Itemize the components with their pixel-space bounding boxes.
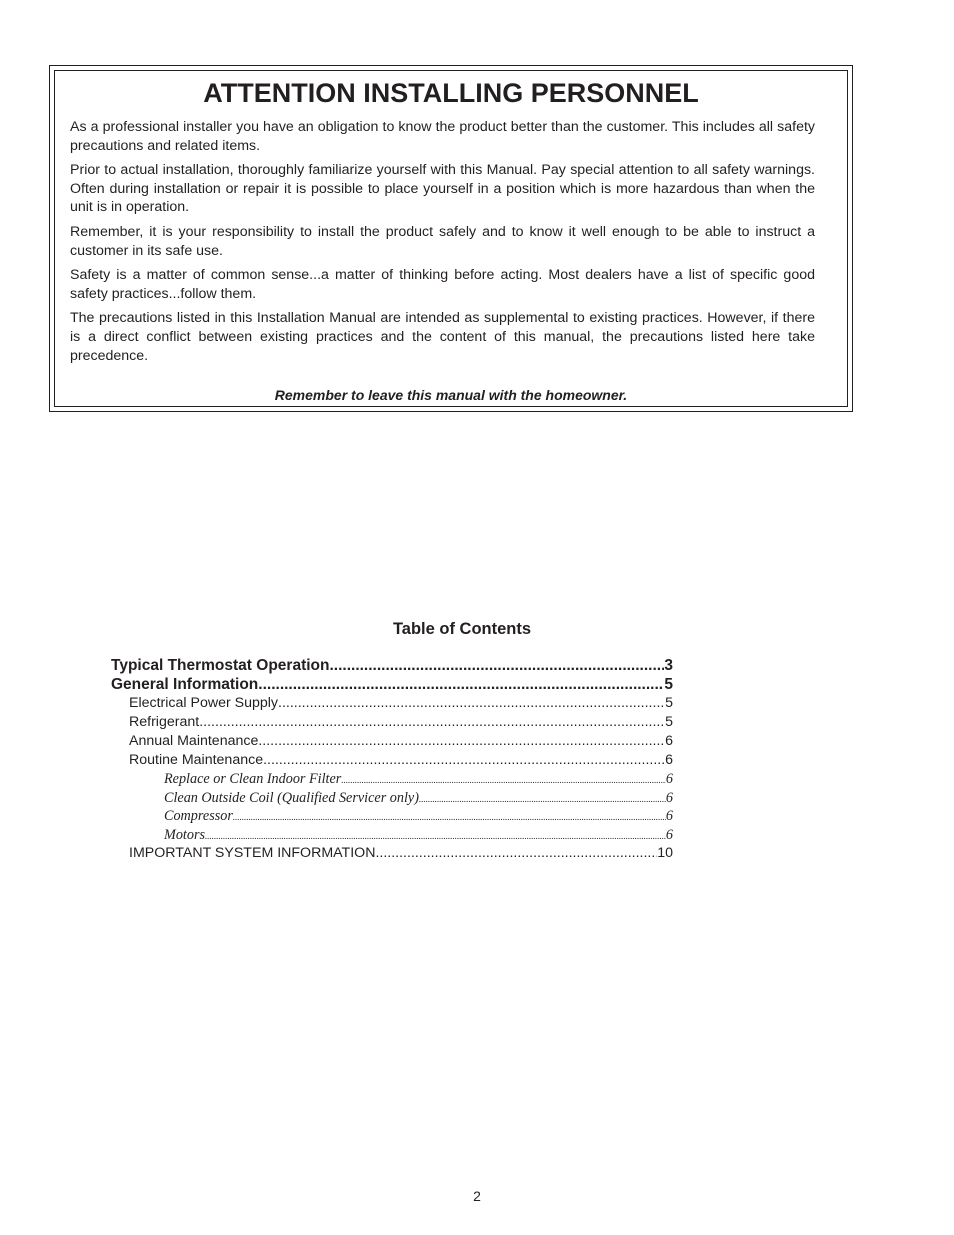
attention-paragraph: As a professional installer you have an obligation to know the product better than the customer. This includes all safety precautions and related items. xyxy=(70,119,815,154)
attention-inner-border xyxy=(54,70,848,407)
toc-leader-dots xyxy=(205,827,666,845)
attention-paragraph: Prior to actual installation, thoroughly familiarize yourself with this Manual. Pay special attention to all safety warnings. Often during installation or repair it is possible to place yourself in a position which is more hazardous than when the unit is in operation. xyxy=(70,162,815,216)
toc-entry[interactable] xyxy=(111,713,673,732)
toc-leader-dots xyxy=(199,713,665,732)
toc-entry-label: General Information xyxy=(111,675,259,693)
toc-entry[interactable] xyxy=(111,789,673,808)
toc-leader-dots xyxy=(233,808,666,826)
table-of-contents xyxy=(111,657,673,863)
toc-entry-page: 6 xyxy=(665,771,673,787)
toc-entry[interactable] xyxy=(111,676,673,695)
toc-entry[interactable] xyxy=(111,732,673,751)
toc-entry-label: Typical Thermostat Operation xyxy=(111,657,330,674)
attention-paragraphs xyxy=(70,118,815,371)
toc-entry-page: 5 xyxy=(665,714,673,730)
toc-entry-label: Annual Maintenance xyxy=(129,733,259,749)
toc-leader-dots xyxy=(258,732,665,751)
attention-paragraph: The precautions listed in this Installation Manual are intended as supplemental to existing practices. However, if there is a direct conflict between existing practices and the content of this manual, the precautions listed here take precedence. xyxy=(70,310,815,364)
toc-entry-label: IMPORTANT SYSTEM INFORMATION xyxy=(129,845,376,861)
toc-entry[interactable] xyxy=(111,807,673,826)
toc-leader-dots xyxy=(341,771,666,789)
toc-title: Table of Contents xyxy=(392,620,532,638)
toc-entry-page: 6 xyxy=(665,826,673,843)
toc-entry-page: 6 xyxy=(665,733,673,749)
toc-entry-page: 6 xyxy=(665,789,673,806)
toc-entry-page: 5 xyxy=(664,675,673,693)
toc-leader-dots xyxy=(419,790,666,808)
toc-entry-label: Refrigerant xyxy=(129,714,200,730)
toc-entry-page: 5 xyxy=(665,695,673,711)
toc-entry-label: Compressor xyxy=(164,808,233,824)
homeowner-note: Remember to leave this manual with the homeowner. xyxy=(274,387,628,403)
toc-entry-page: 3 xyxy=(664,657,673,674)
toc-leader-dots xyxy=(375,844,657,863)
toc-leader-dots xyxy=(329,657,664,676)
toc-entry-page: 10 xyxy=(657,845,673,861)
toc-entry[interactable] xyxy=(111,844,673,863)
toc-entry[interactable] xyxy=(111,826,673,845)
page-number: 2 xyxy=(473,1188,481,1204)
toc-entry-label: Motors xyxy=(164,826,205,843)
toc-entry-page: 6 xyxy=(665,752,673,768)
attention-title: ATTENTION INSTALLING PERSONNEL xyxy=(203,78,699,108)
attention-paragraph: Remember, it is your responsibility to install the product safely and to know it well enough to be able to instruct a customer in its safe use. xyxy=(70,223,815,259)
toc-entry-label: Replace or Clean Indoor Filter xyxy=(164,771,342,787)
toc-entry-label: Electrical Power Supply xyxy=(129,695,279,711)
toc-entry-label: Clean Outside Coil (Qualified Servicer only) xyxy=(164,789,419,806)
toc-entry[interactable] xyxy=(111,751,673,770)
toc-entry[interactable] xyxy=(111,694,673,713)
toc-leader-dots xyxy=(278,694,665,713)
attention-box xyxy=(49,65,853,412)
attention-paragraph: Safety is a matter of common sense...a matter of thinking before acting. Most dealers have a list of specific good safety practices...follow them. xyxy=(70,267,815,302)
toc-entry[interactable] xyxy=(111,770,673,789)
toc-entry[interactable] xyxy=(111,657,673,676)
toc-entry-page: 6 xyxy=(665,808,673,824)
toc-leader-dots xyxy=(258,676,664,695)
toc-entry-label: Routine Maintenance xyxy=(129,752,264,768)
toc-leader-dots xyxy=(263,751,665,770)
